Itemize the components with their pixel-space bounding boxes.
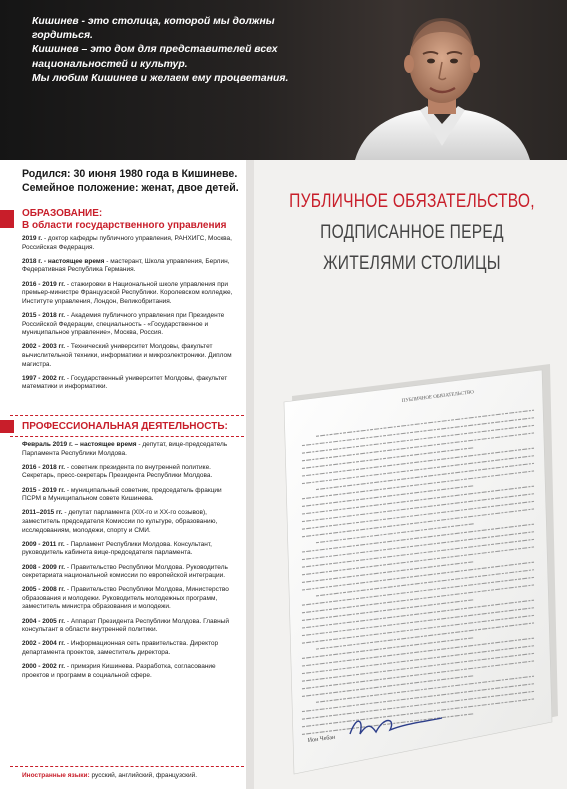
entry-date: 2000 - 2002 гг. [22, 663, 66, 671]
entry-text: - депутат парламента (XIX-го и XX-го созывов), заместитель председателя Комиссии по культуре, образованию, исследованиям, молодежи, спорту и СМИ. [22, 509, 218, 534]
entry-date: 2019 г. [22, 235, 43, 242]
entry-text: - примэрия Кишинева. Разработка, согласование проектов и программ в социальной сфере. [22, 663, 216, 679]
education-subtitle: В области государственного управления [22, 220, 227, 231]
entry-date: 2002 - 2004 гг. [22, 640, 66, 648]
list-item [22, 663, 238, 680]
hero-banner [0, 0, 567, 160]
entry-text: - Парламент Республики Молдова. Консультант, руководитель кабинета вице-председателя парламента. [22, 540, 212, 557]
list-item [22, 375, 238, 392]
pledge-title-line: ЖИТЕЛЯМИ СТОЛИЦЫ [323, 253, 501, 274]
entry-date: 2015 - 2019 гг. [22, 486, 66, 494]
pledge-panel [254, 160, 567, 789]
list-item [22, 618, 238, 635]
list-item [22, 586, 238, 612]
languages [22, 772, 197, 781]
slogan-line: национальностей и культур. [32, 58, 188, 70]
career-heading: ПРОФЕССИОНАЛЬНАЯ ДЕЯТЕЛЬНОСТЬ: [22, 421, 228, 432]
slogan-line: Кишинев – это дом для представителей всех [32, 44, 278, 56]
pledge-title-line: ПУБЛИЧНОЕ ОБЯЗАТЕЛЬСТВО, [289, 191, 535, 212]
entry-date: 2005 - 2008 гг. [22, 586, 66, 594]
list-item [22, 343, 238, 369]
document-heading: ПУБЛИЧНОЕ ОБЯЗАТЕЛЬСТВО [401, 390, 475, 404]
entry-date: 2002 - 2003 гг. [22, 343, 66, 351]
slogan [32, 15, 322, 86]
list-item [22, 487, 238, 504]
pledge-title [289, 186, 535, 279]
divider [10, 766, 244, 767]
entry-date: 2016 - 2018 гг. [22, 463, 66, 471]
entry-text: - советник президента по внутренней политике. Секретарь, пресс-секретарь Президента Республики Молдова. [22, 463, 213, 480]
entry-text: - Правительство Республики Молдова. Руководитель секретариата национальной комиссии по европейской интеграции. [22, 563, 228, 580]
entry-date: 2016 - 2019 гг. [22, 280, 66, 288]
entry-text: - Государственный университет Молдовы, факультет математики и информатики. [22, 374, 228, 391]
divider [10, 415, 244, 416]
entry-text: - доктор кафедры публичного управления, РАНХИГС, Москва, Российская Федерация. [22, 235, 232, 251]
entry-text: - Технический университет Молдовы, факультет вычислительной техники, информатики и микроэлектроники. Диплом магистра. [22, 343, 232, 368]
entry-text: - стажировки в Национальной школе управления при премьер-министре Французской Республики. Королевском колледже, Институте управления, Лондон, Великобритания. [22, 280, 233, 305]
personal-info [22, 168, 242, 196]
education-heading [22, 208, 226, 232]
languages-value: русский, английский, французский. [89, 772, 198, 779]
list-item [22, 509, 238, 535]
section-marker [0, 210, 14, 228]
list-item [22, 441, 238, 458]
entry-date: Февраль 2019 г. – настоящее время [22, 441, 137, 448]
entry-date: 2008 - 2009 гг. [22, 563, 66, 571]
entry-date: 2018 г. - настоящее время [22, 257, 105, 265]
entry-text: - Правительство Республики Молдова, Министерство образования и молодежи. Руководитель молодежных программ, заместитель министра образования и молодежи. [22, 586, 229, 611]
entry-text: - депутат, вице-председатель Парламента Республики Молдова. [22, 441, 228, 457]
list-item [22, 564, 238, 581]
list-item [22, 312, 238, 338]
slogan-line: Мы любим Кишинев и желаем ему процветания. [32, 72, 289, 84]
section-marker [0, 420, 14, 433]
family-info: Семейное положение: женат, двое детей. [22, 181, 239, 194]
entry-text: - Аппарат Президента Республики Молдова. Главный консультант в области внутренней политики. [22, 617, 229, 634]
entry-date: 2004 - 2005 гг. [22, 617, 66, 625]
entry-date: 2011–2015 гг. [22, 509, 63, 517]
birth-info: Родился: 30 июня 1980 года в Кишиневе. [22, 168, 238, 180]
languages-label: Иностранные языки: [22, 772, 90, 779]
slogan-line: Кишинев - это столица, которой мы должны гордиться. [32, 16, 275, 42]
entry-text: - Информационная сеть правительства. Директор департамента проектов, заместитель директора. [22, 640, 219, 657]
signed-document-image [272, 356, 560, 776]
list-item [22, 235, 238, 252]
list-item [22, 464, 238, 481]
portrait-photo [350, 6, 535, 160]
entry-text: - муниципальный советник, председатель фракции ПСРМ в Муниципальном совете Кишинева. [22, 486, 222, 503]
entry-date: 2015 - 2018 гг. [22, 311, 66, 319]
biography-column [0, 160, 246, 789]
list-item [22, 640, 238, 657]
document-signer: Ион Чебан [307, 734, 336, 744]
entry-date: 2009 - 2011 гг. [22, 540, 65, 548]
entry-date: 1997 - 2002 гг. [22, 374, 66, 382]
entry-text: - мастерант, Школа управления, Берлин, Федеративная Республика Германия. [22, 257, 230, 274]
divider [10, 436, 244, 437]
pledge-title-line: ПОДПИСАННОЕ ПЕРЕД [320, 222, 504, 243]
list-item [22, 281, 238, 307]
education-list [22, 235, 238, 397]
career-list [22, 441, 238, 686]
education-title: ОБРАЗОВАНИЕ: [22, 208, 103, 219]
list-item [22, 258, 238, 275]
column-divider [246, 160, 254, 789]
list-item [22, 541, 238, 558]
entry-text: - Академия публичного управления при Президенте Российской Федерации, специальность - «Государственное и муниципальное управление», Москва, Россия. [22, 311, 225, 337]
